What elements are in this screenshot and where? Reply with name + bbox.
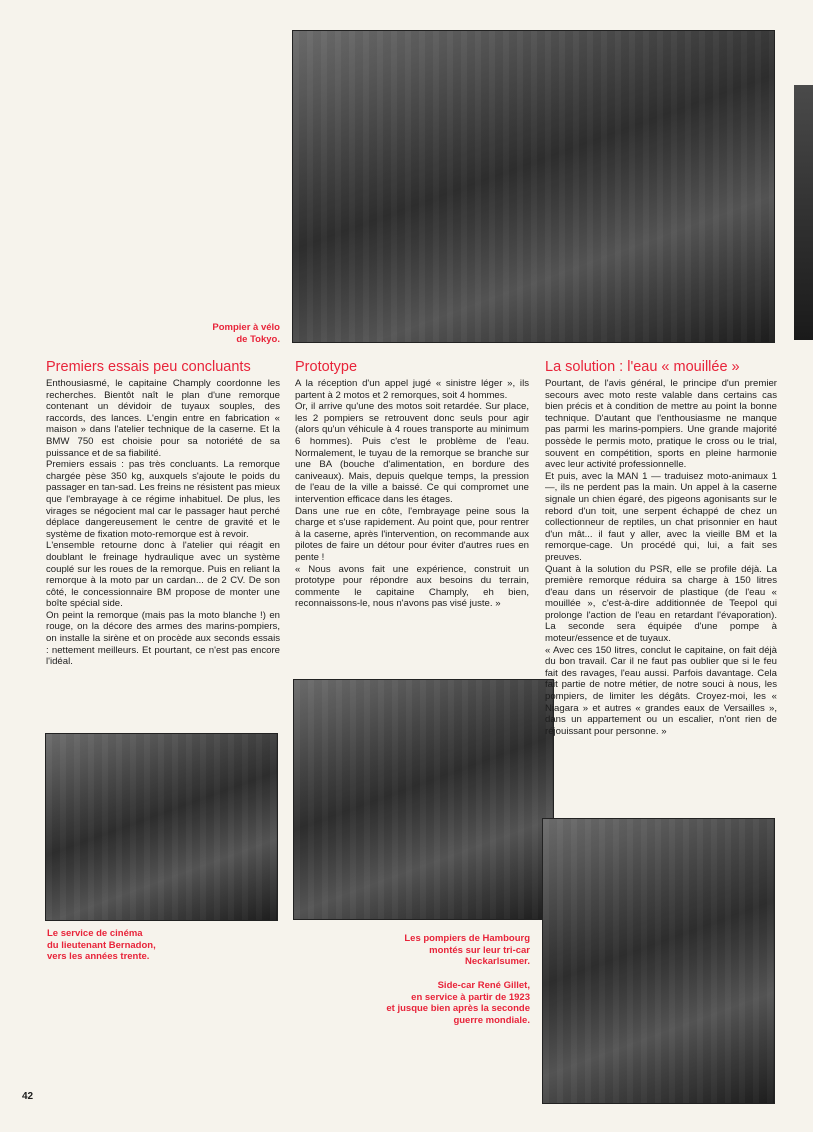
- paragraph: On peint la remorque (mais pas la moto blanche !) en rouge, on la décore des armes des marins-pompiers, on installe la sirène et on procède aux seconds essais : nettement meilleurs. Et pourtant, ce n'est pas encore l'idéal.: [46, 609, 280, 668]
- heading-prototype: Prototype: [295, 359, 358, 375]
- paragraph: « Nous avons fait une expérience, construit un prototype pour répondre aux besoins du terrain, commente le capitaine Champly, eh bien, reconnaissons-le, nous n'avons pas visé juste. »: [295, 563, 529, 610]
- page-number: 42: [22, 1091, 34, 1102]
- heading-premiers-essais: Premiers essais peu concluants: [46, 359, 251, 375]
- caption-sidecar: Side-car René Gillet, en service à partir de 1923 et jusque bien après la seconde guerre mondiale.: [386, 980, 530, 1026]
- caption-cinema: Le service de cinéma du lieutenant Bernadon, vers les années trente.: [47, 928, 156, 962]
- paragraph: Et puis, avec la MAN 1 — traduisez moto-animaux 1 —, ils ne perdent pas la main. Un appel à la caserne signale un chien égaré, des pigeons agonisants sur le rebord d'un toit, une serpent échappé de chez un collectionneur de reptiles, un chat prisonnier en haut d'un mât... il faut y aller, avec la vieille BM et la remorque-cage. Un procédé qui, lui, a fait ses preuves.: [545, 470, 777, 563]
- paragraph: Pourtant, de l'avis général, le principe d'un premier secours avec moto reste valable dans certains cas bien précis et à condition de mettre au point la bonne technique. D'autant que l'enthousiasme ne manque pas parmi les marins-pompiers. Une grande majorité possède le permis moto, pratique le cross ou le trial, souvent en compétition, sports en pleine harmonie avec leur activité professionnelle.: [545, 378, 777, 471]
- column-2: [295, 359, 529, 610]
- paragraph: Or, il arrive qu'une des motos soit retardée. Sur place, les 2 pompiers se retrouvent donc seuls pour agir (alors qu'un véhicule à 4 roues transporte au minimum 6 hommes). Puis c'est le problème de l'eau. Normalement, le tuyau de la remorque se branche sur une BA (bouche d'alimentation, en bordure des caniveaux). Mais, depuis quelque temps, la pression de l'eau de la ville a baissé. Ce qui compromet une intervention efficace dans les étages.: [295, 401, 529, 505]
- column-1: [46, 359, 280, 668]
- paragraph: Premiers essais : pas très concluants. La remorque chargée pèse 350 kg, auxquels s'ajoute le poids du passager en tan-sad. Les freins ne résistent pas mieux que l'embrayage à ce régime inhabituel. De plus, les virages se négocient mal car le passager haut perché déplace dangereusement le centre de gravité et le système de fixation moto-remorque est à revoir.: [46, 459, 280, 540]
- photo-side-car-gillet: [542, 818, 775, 1104]
- caption-tokyo: Pompier à vélo de Tokyo.: [212, 322, 280, 345]
- photo-service-cinema: [45, 733, 278, 921]
- paragraph: Quant à la solution du PSR, elle se profile déjà. La première remorque réduira sa charge à 150 litres d'eau dans un réservoir de plastique (de l'eau « mouillée », c'est-à-dire additionnée de Teepol qui prolonge l'action de l'eau en retardant l'évaporation). La seconde sera équipée d'une pompe à moteur/essence et de tuyaux.: [545, 563, 777, 645]
- paragraph: Dans une rue en côte, l'embrayage peine sous la charge et s'use rapidement. Au point que, pour rentrer à la caserne, après l'intervention, on recommande aux pilotes de faire un détour pour éviter d'autres rues en pente !: [295, 505, 529, 563]
- paragraph: Enthousiasmé, le capitaine Champly coordonne les recherches. Bientôt naît le plan d'une remorque contenant un dévidoir de tuyaux souples, des raccords, des lances. L'engin entre en fabrication « maison » dans l'atelier technique de la caserne. Et la BMW 750 est choisie pour sa notoriété de sa puissance et de sa fiabilité.: [46, 378, 280, 459]
- heading-la-solution: La solution : l'eau « mouillée »: [545, 359, 740, 375]
- paragraph: L'ensemble retourne donc à l'atelier qui réagit en doublant le freinage hydraulique avec un système couplé sur les roues de la remorque. Puis en reliant la remorque à la moto par un cardan... de 2 CV. De son côté, le concessionnaire BM propose de monter une boîte spécial side.: [46, 540, 280, 610]
- edge-photo: [794, 85, 813, 340]
- column-3: [545, 359, 777, 737]
- paragraph: A la réception d'un appel jugé « sinistre léger », ils partent à 2 motos et 2 remorques, soit 4 hommes.: [295, 378, 529, 401]
- photo-pompiers-hambourg: [293, 679, 554, 920]
- caption-hambourg: Les pompiers de Hambourg montés sur leur tri-car Neckarlsumer.: [404, 933, 530, 967]
- paragraph: « Avec ces 150 litres, conclut le capitaine, on fait déjà du bon travail. Car il ne faut pas oublier que si le feu fait des ravages, l'eau aussi. Parfois davantage. Cela fait partie de notre métier, de notre souci à nous, les pompiers, de limiter les dégâts. Croyez-moi, les « Niagara » et autres « grandes eaux de Versailles », dans un appartement ou un escalier, n'ont rien de réjouissant pour personne. »: [545, 644, 777, 737]
- photo-pompier-tokyo: [292, 30, 775, 343]
